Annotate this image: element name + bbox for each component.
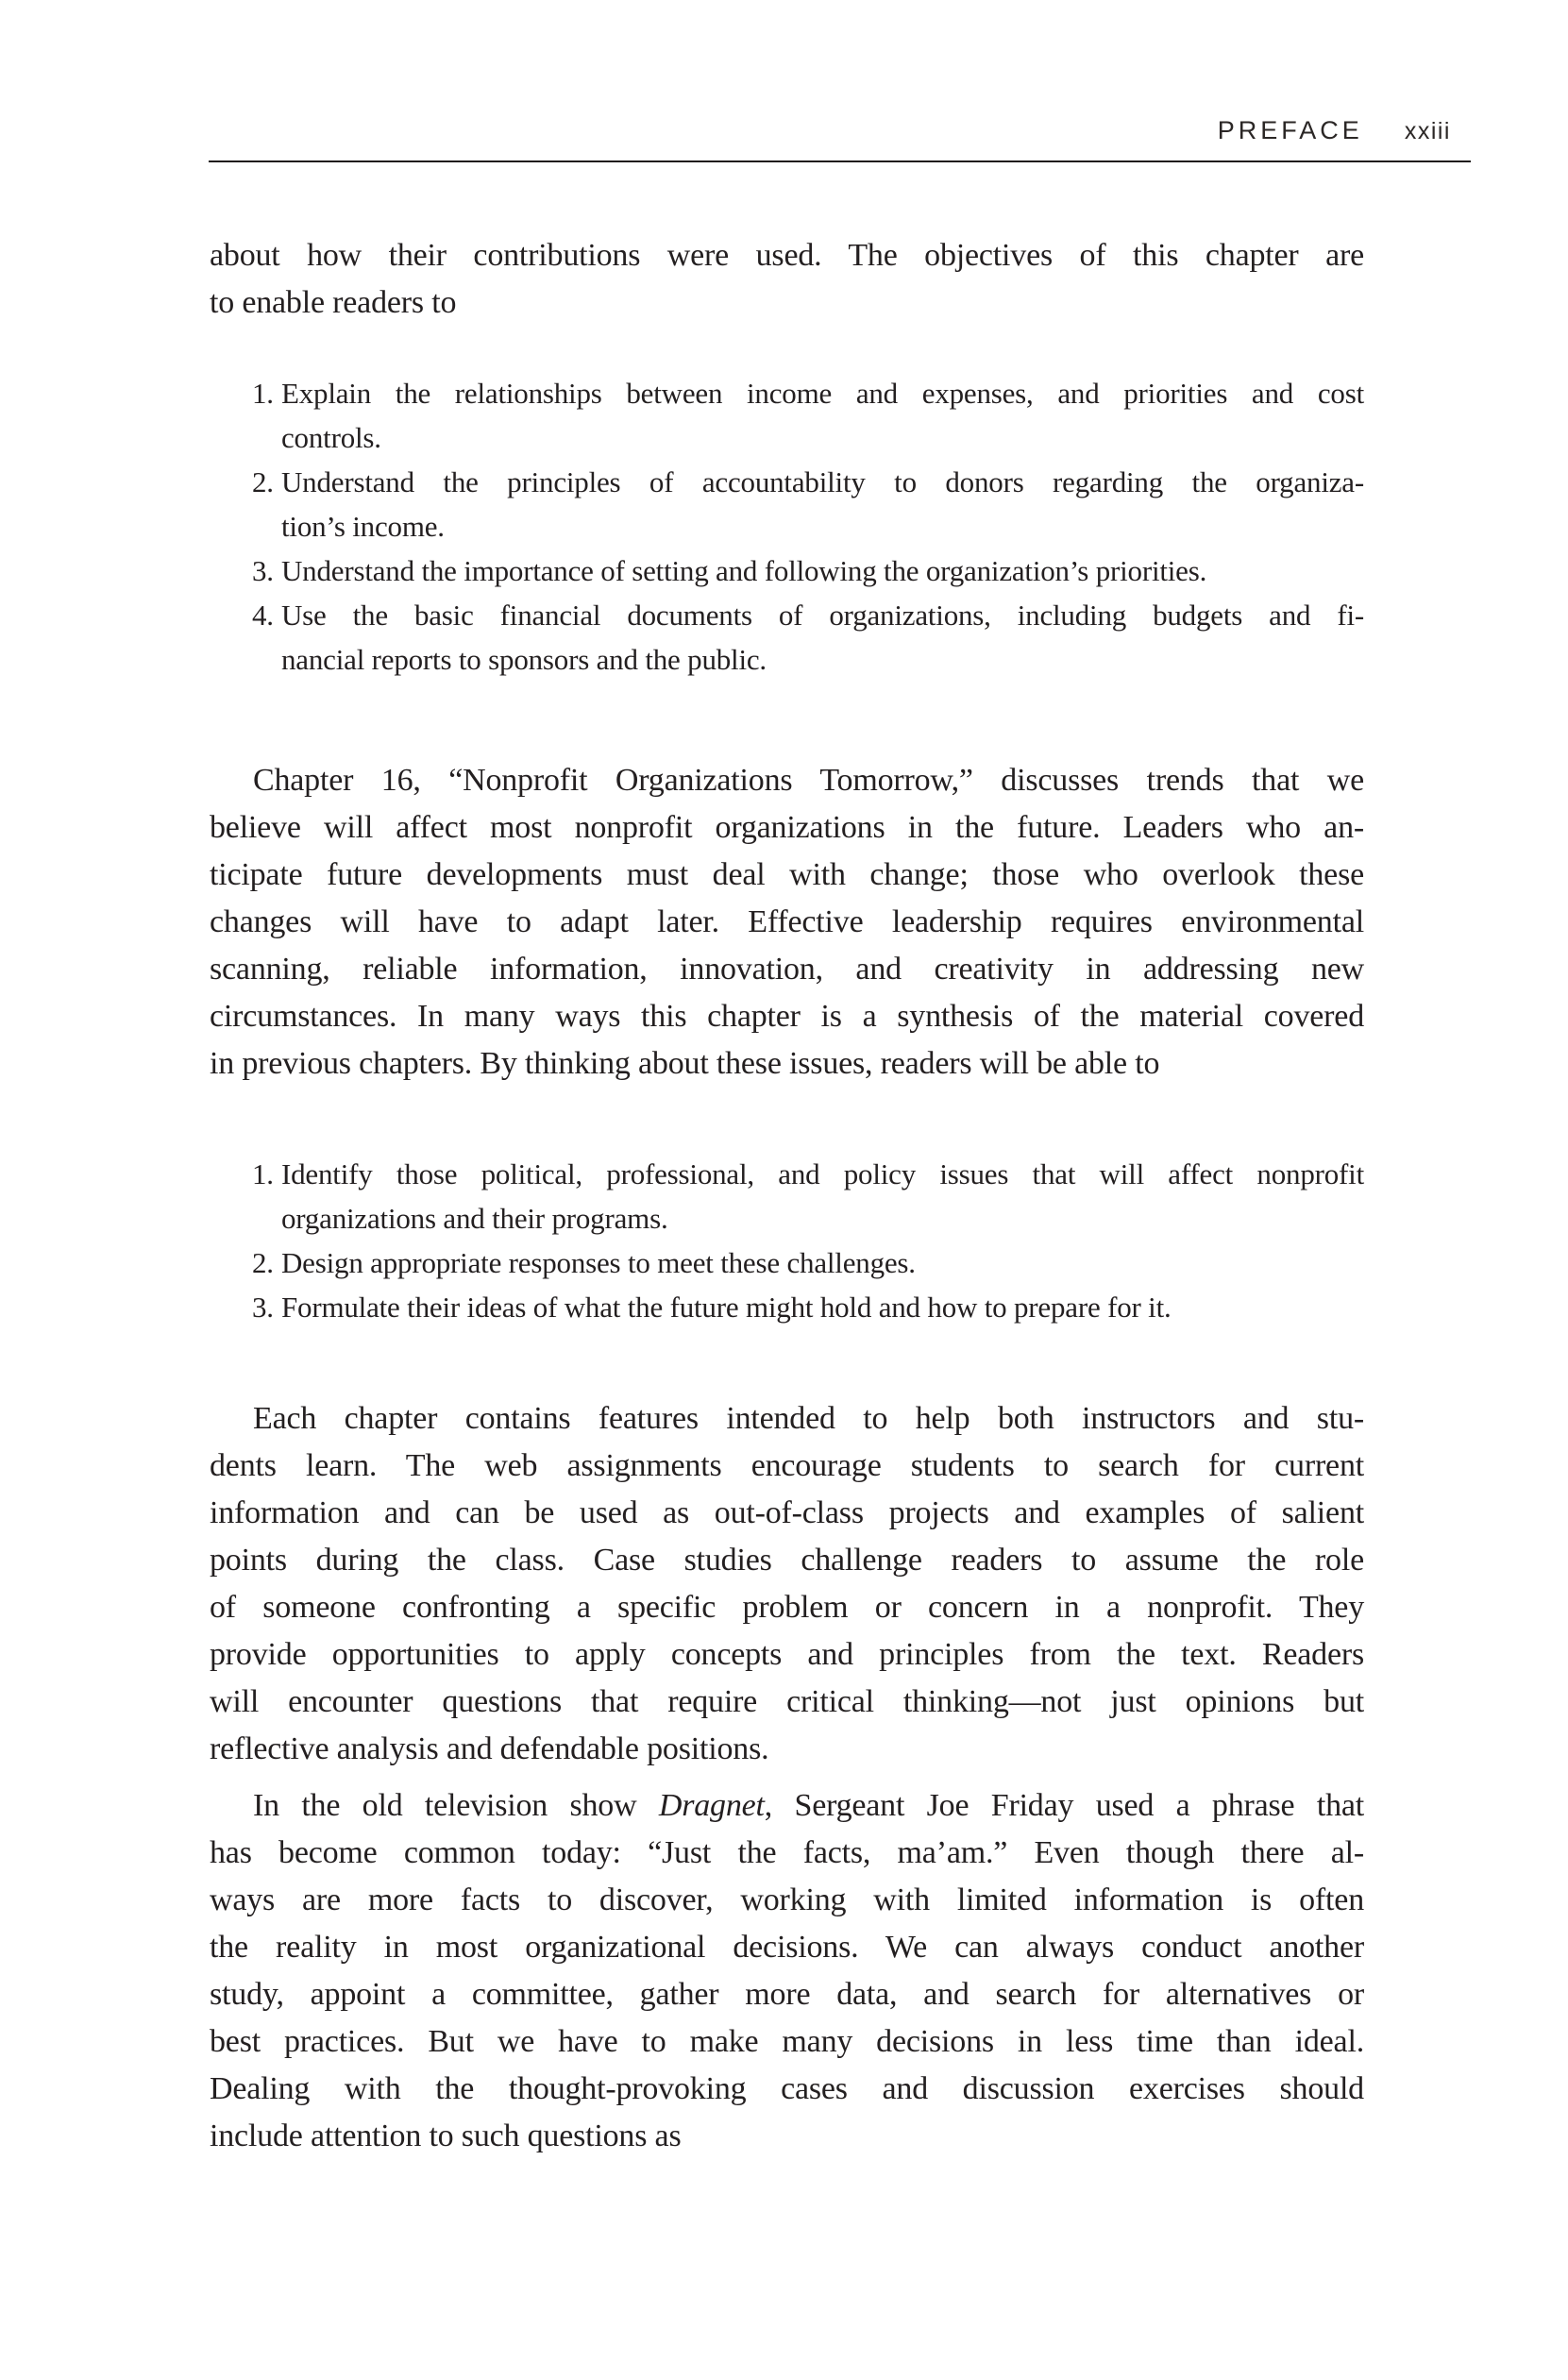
- header-rule: [209, 160, 1471, 162]
- text-line: information and can be used as out-of-class projects and examples of salient: [210, 1495, 1364, 1530]
- text-line: scanning, reliable information, innovation, and creativity in addressing new: [210, 952, 1364, 987]
- text-line: nancial reports to sponsors and the public.: [281, 643, 767, 676]
- text-line: reflective analysis and defendable positions.: [210, 1731, 769, 1766]
- text-line: points during the class. Case studies challenge readers to assume the role: [210, 1543, 1364, 1578]
- text-line: provide opportunities to apply concepts and principles from the text. Readers: [210, 1637, 1364, 1672]
- text-line: Chapter 16, “Nonprofit Organizations Tomorrow,” discusses trends that we: [253, 763, 1364, 798]
- list-item-number: 3.: [252, 554, 274, 587]
- text-line: include attention to such questions as: [210, 2118, 682, 2153]
- text-line: believe will affect most nonprofit organizations in the future. Leaders who an-: [210, 810, 1364, 845]
- text-line: Formulate their ideas of what the future might hold and how to prepare for it.: [281, 1291, 1172, 1324]
- paragraph-dragnet: [210, 1782, 1364, 2160]
- list-item: [252, 1152, 1364, 1241]
- text-line: Explain the relationships between income and expenses, and priorities and cost: [281, 377, 1364, 410]
- text-line: controls.: [281, 421, 381, 454]
- text-line: study, appoint a committee, gather more data, and search for alternatives or: [210, 1977, 1364, 2012]
- paragraph-each-chapter: [210, 1395, 1364, 1773]
- text-line: best practices. But we have to make many decisions in less time than ideal.: [210, 2024, 1364, 2059]
- text-line: in previous chapters. By thinking about these issues, readers will be able to: [210, 1046, 1160, 1081]
- list-item: [252, 593, 1364, 682]
- list-item: [252, 549, 1364, 593]
- text-line: Each chapter contains features intended to help both instructors and stu-: [253, 1401, 1364, 1436]
- text-line: about how their contributions were used. The objectives of this chapter are: [210, 238, 1364, 273]
- text-line: of someone confronting a specific problem or concern in a nonprofit. They: [210, 1590, 1364, 1625]
- text-line: Identify those political, professional, and policy issues that will affect nonprofit: [281, 1157, 1364, 1190]
- paragraph-intro: [210, 232, 1364, 327]
- text-line: to enable readers to: [210, 285, 457, 320]
- text-line: organizations and their programs.: [281, 1202, 668, 1235]
- text-line: ways are more facts to discover, working with limited information is often: [210, 1882, 1364, 1917]
- text-line: Dealing with the thought-provoking cases and discussion exercises should: [210, 2071, 1364, 2106]
- list-item-number: 1.: [252, 377, 274, 410]
- page-number: xxiii: [1404, 118, 1451, 144]
- list-item-number: 2.: [252, 465, 274, 498]
- text-line: Understand the principles of accountability to donors regarding the organiza-: [281, 465, 1364, 498]
- text-line: ticipate future developments must deal with change; those who overlook these: [210, 857, 1364, 892]
- text-line: changes will have to adapt later. Effective leadership requires environmental: [210, 904, 1364, 939]
- text-line: dents learn. The web assignments encourage students to search for current: [210, 1448, 1364, 1483]
- text-line: tion’s income.: [281, 510, 445, 543]
- text-line: the reality in most organizational decisions. We can always conduct another: [210, 1930, 1364, 1965]
- list-item: [252, 1285, 1364, 1329]
- text-line: Design appropriate responses to meet these challenges.: [281, 1246, 916, 1279]
- section-label: PREFACE: [1217, 116, 1363, 144]
- objectives-list-1: [252, 371, 1364, 682]
- text-line: Understand the importance of setting and following the organization’s priorities.: [281, 554, 1207, 587]
- text-line: Use the basic financial documents of organizations, including budgets and fi-: [281, 599, 1364, 632]
- list-item-number: 2.: [252, 1246, 274, 1279]
- list-item: [252, 1241, 1364, 1285]
- list-item-number: 1.: [252, 1157, 274, 1190]
- text-line: circumstances. In many ways this chapter is a synthesis of the material covered: [210, 999, 1364, 1034]
- list-item: [252, 371, 1364, 460]
- text-line: will encounter questions that require critical thinking—not just opinions but: [210, 1684, 1364, 1719]
- text-line: has become common today: “Just the facts, ma’am.” Even though there al-: [210, 1835, 1364, 1870]
- objectives-list-2: [252, 1152, 1364, 1329]
- list-item-number: 4.: [252, 599, 274, 632]
- list-item: [252, 460, 1364, 549]
- running-head: [1218, 116, 1451, 145]
- text-column: [210, 232, 1364, 2160]
- paragraph-chapter-16: [210, 757, 1364, 1088]
- text-line: In the old television show Dragnet, Sergeant Joe Friday used a phrase that: [253, 1788, 1365, 1823]
- list-item-number: 3.: [252, 1291, 274, 1324]
